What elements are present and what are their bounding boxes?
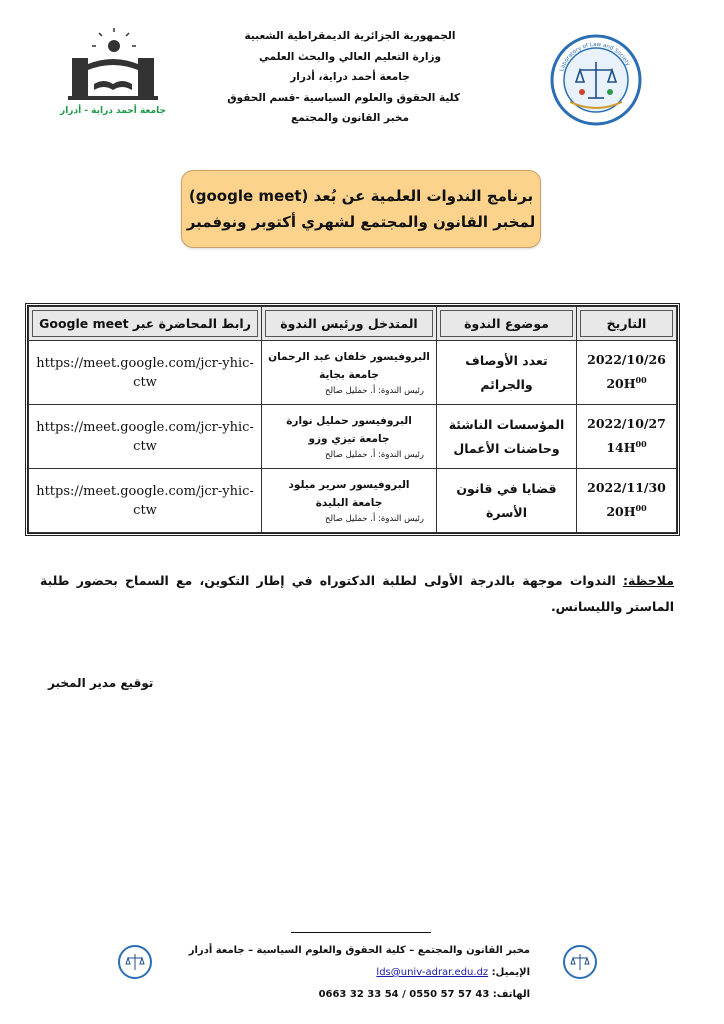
note-paragraph [40, 568, 674, 620]
table-row [29, 405, 677, 469]
table-row [29, 341, 677, 405]
director-signature-label: توقيع مدير المخبر [48, 676, 154, 690]
program-title-line-2: لمخبر القانون والمجتمع لشهري أكتوبر ونوفمبر [186, 213, 536, 231]
footer-email-row [190, 962, 530, 984]
seminar-chair: رئيس الندوة: أ. حمليل صالح [324, 385, 424, 396]
seminar-time: $20H^{00}$ [606, 503, 647, 520]
note-label: ملاحظة: [623, 573, 674, 588]
speaker-cell [262, 405, 437, 469]
university-logo-text: جامعة أحمد دراية - أدرار [60, 106, 166, 116]
header-speaker: المتدخل ورئيس الندوة [262, 307, 437, 341]
header-institution-block [227, 26, 460, 129]
footer-lab-logo-icon [562, 944, 598, 980]
speaker-name: البروفيسور خلفان عبد الرحمان [268, 350, 430, 363]
seminar-time: $20H^{00}$ [606, 375, 647, 392]
lab-logo-icon [548, 32, 644, 128]
header-topic: موضوع الندوة [437, 307, 577, 341]
header-date: التاريخ [577, 307, 677, 341]
meet-link[interactable]: https://meet.google.com/jcr-yhic-ctw [29, 469, 262, 533]
date-cell [577, 469, 677, 533]
table-header-row [29, 307, 677, 341]
date-cell [577, 405, 677, 469]
seminar-date: 2022/10/26 [587, 352, 666, 368]
header-line: كلية الحقوق والعلوم السياسية -قسم الحقوق [227, 91, 460, 104]
seminar-date: 2022/11/30 [587, 480, 666, 496]
seminar-schedule-table [25, 303, 680, 536]
header-link: رابط المحاضرة عبر Google meet [29, 307, 262, 341]
speaker-cell [262, 469, 437, 533]
speaker-name: البروفيسور حمليل نوارة [286, 414, 412, 427]
program-title-line-1: برنامج الندوات العلمية عن بُعد (google meet) [188, 187, 534, 205]
seminar-date: 2022/10/27 [587, 416, 666, 432]
date-cell [577, 341, 677, 405]
university-logo-icon [58, 28, 168, 118]
speaker-cell [262, 341, 437, 405]
seminar-chair: رئيس الندوة: أ. حمليل صالح [324, 513, 424, 524]
seminar-topic: تعدد الأوصاف والجرائم [437, 341, 577, 405]
header-line: مخبر القانون والمجتمع [291, 112, 409, 124]
header-line: جامعة أحمد دراية، أدرار [290, 71, 410, 83]
table-row [29, 469, 677, 533]
speaker-university: جامعة تيزي وزو [308, 432, 390, 445]
footer-lab-logo-icon [117, 944, 153, 980]
seminar-topic: قضايا في قانون الأسرة [437, 469, 577, 533]
speaker-name: البروفيسور سرير ميلود [288, 478, 410, 491]
speaker-university: جامعة بجاية [319, 368, 379, 381]
seminar-time: $14H^{00}$ [606, 439, 647, 456]
footer-contact-block [190, 940, 530, 1006]
header-line: الجمهورية الجزائرية الديمقراطية الشعبية [244, 30, 456, 42]
seminar-topic: المؤسسات الناشئة وحاضنات الأعمال [437, 405, 577, 469]
footer-phone: الهاتف: 43 57 57 0550 / 54 33 32 0663 [318, 989, 530, 1000]
note-text: الندوات موجهة بالدرجة الأولى لطلبة الدكتوراه في إطار التكوين، مع السماح بحضور طلبة الماستر والليسانس. [40, 573, 674, 614]
program-title-box [181, 170, 541, 248]
speaker-university: جامعة البليدة [315, 496, 383, 509]
lab-logo-text: Laboratory of Law and Society [559, 41, 631, 73]
meet-link[interactable]: https://meet.google.com/jcr-yhic-ctw [29, 405, 262, 469]
footer-email-link[interactable]: lds@univ-adrar.edu.dz [376, 967, 489, 978]
footer-divider [291, 932, 431, 933]
footer-email-label: الإيميل: [488, 967, 530, 978]
footer-lab-name: مخبر القانون والمجتمع – كلية الحقوق والعلوم السياسية – جامعة أدرار [188, 945, 530, 956]
header-line: وزارة التعليم العالي والبحث العلمي [258, 50, 442, 63]
seminar-chair: رئيس الندوة: أ. حمليل صالح [324, 449, 424, 460]
meet-link[interactable]: https://meet.google.com/jcr-yhic-ctw [29, 341, 262, 405]
